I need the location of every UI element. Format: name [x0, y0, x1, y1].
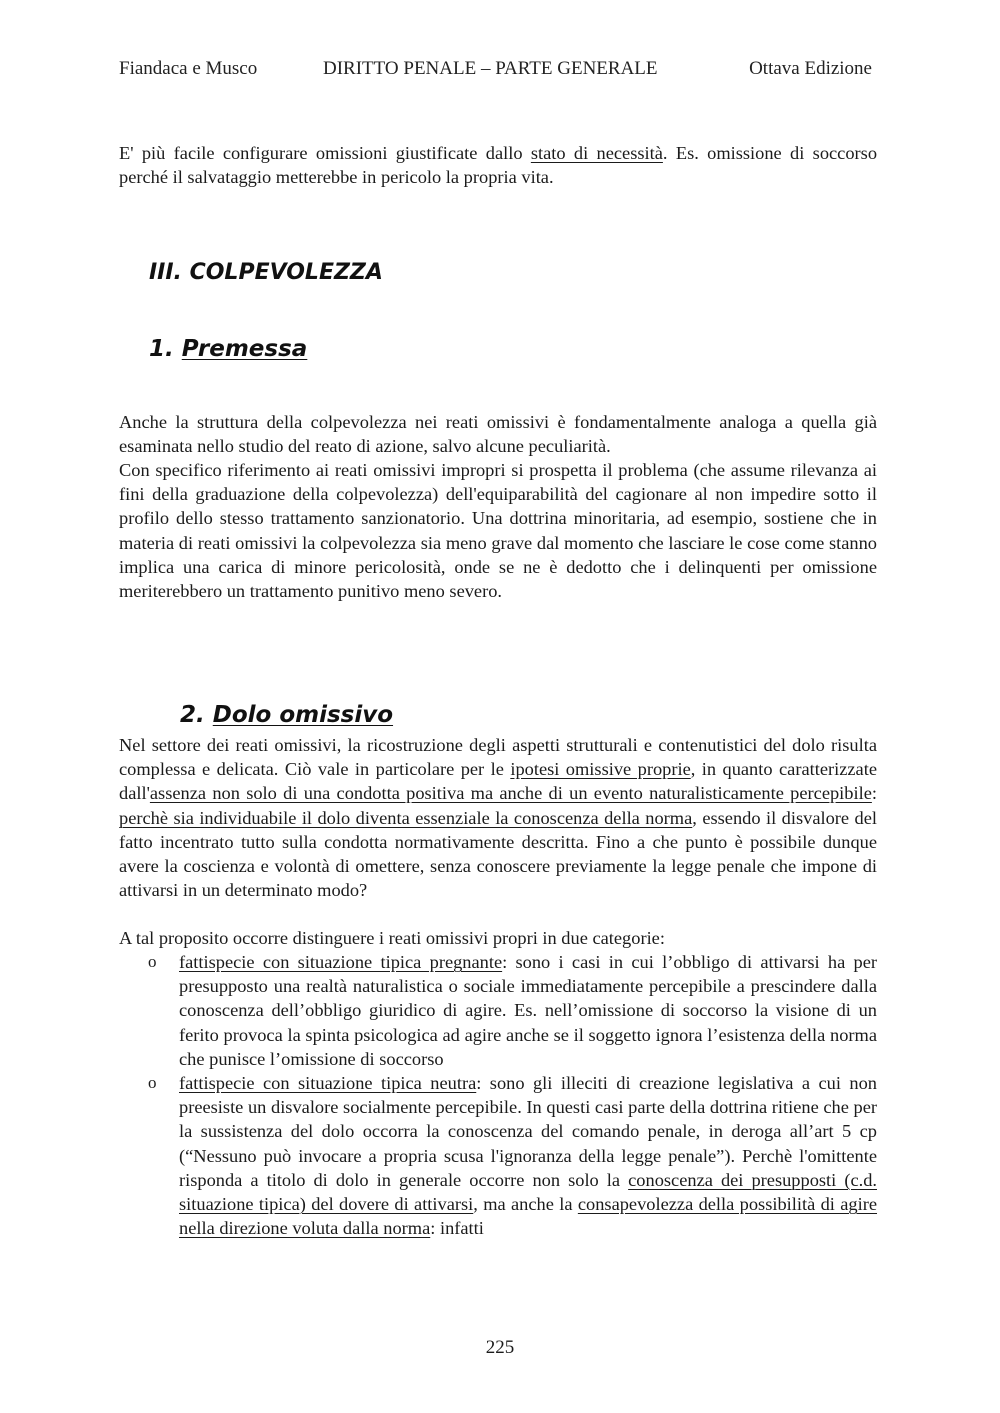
section-title: III. COLPEVOLEZZA	[149, 260, 383, 285]
heading-title: Premessa	[181, 336, 308, 362]
premessa-paragraph-1: Anche la struttura della colpevolezza nei reati omissivi è fondamentalmente analoga a quella già esaminata nello studio del reato di azione, salvo alcune peculiarità.	[119, 412, 877, 457]
underlined-run: perchè sia individuabile il dolo diventa essenziale la conoscenza della norma	[119, 807, 693, 828]
intro-paragraph	[119, 141, 877, 189]
list-item-neutra	[179, 1071, 877, 1240]
text-run: , essendo il disvalore del fatto incentrato tutto sulla condotta normativamente descritta. Fino a che punto è possibile dunque avere la coscienza e volontà di omettere, senza conoscere previamente la legge penale che impone di attivarsi in un determinato modo?	[119, 807, 877, 901]
underlined-run: assenza non solo di una condotta positiva ma anche di un evento naturalisticamente percepibile	[149, 783, 872, 804]
heading-title: Dolo omissivo	[212, 702, 394, 728]
underlined-run: fattispecie con situazione tipica pregnante	[179, 952, 503, 972]
header-book-title: DIRITTO PENALE – PARTE GENERALE	[323, 58, 658, 79]
heading-dolo-omissivo	[180, 702, 393, 728]
text-run: : infatti	[430, 1218, 484, 1239]
premessa-paragraph-2: Con specifico riferimento ai reati omissivi impropri si prospetta il problema (che assume rilevanza ai fini della graduazione della colpevolezza) dell'equiparabilità del cagionare al non impedire sotto il profilo dello stesso trattamento sanzionatorio. Una dottrina minoritaria, ad esempio, sostiene che in materia di reati omissivi la colpevolezza sia meno grave dal momento che lasciare le cose come stanno implica una carica di minore pericolosità, onde se ne è dedotto che i delinquenti per omissione meriterebbero un trattamento punitivo meno severo.	[119, 460, 877, 602]
text-run: :	[871, 783, 877, 804]
header-authors: Fiandaca e Musco	[119, 58, 258, 79]
text-run: : sono gli illeciti di creazione legislativa a cui non preesiste un disvalore socialmente percepibile. In questi casi parte della dottrina ritiene che per la sussistenza del dolo occorra la conoscenza del comando penale, in deroga all’art 5 cp (“Nessuno può invocare a propria scusa l'ignoranza della legge penale”). Perchè l'omittente risponda a titolo di dolo in generale occorre non solo la	[179, 1073, 878, 1190]
page-number: 225	[485, 1337, 515, 1358]
underlined-run: consapevolezza della possibilità di agire nella direzione voluta dalla norma	[179, 1194, 878, 1239]
underlined-run: conoscenza dei presupposti (c.d. situazione tipica) del dovere di attivarsi	[179, 1169, 877, 1215]
bullet-marker: o	[148, 952, 157, 971]
header-edition: Ottava Edizione	[749, 58, 872, 79]
underlined-run: ipotesi omissive proprie	[510, 759, 691, 780]
bullet-marker: o	[148, 1073, 157, 1092]
list-item-pregnante	[179, 950, 877, 1071]
text-run: Nel settore dei reati omissivi, la ricostruzione degli aspetti strutturali e contenutistici del dolo risulta complessa e delicata. Ciò vale in particolare per le	[119, 735, 877, 780]
dolo-paragraph-1	[119, 733, 877, 902]
text-run: , ma anche la	[473, 1194, 578, 1215]
intro-underlined: stato di necessità	[530, 143, 663, 163]
heading-premessa	[149, 336, 307, 362]
intro-text-end: . Es. omissione di soccorso perché il salvataggio metterebbe in pericolo la propria vita.	[119, 143, 878, 188]
underlined-run: fattispecie con situazione tipica neutra	[179, 1073, 477, 1093]
text-run: : sono i casi in cui l’obbligo di attivarsi ha per presupposto una realtà naturalistica o sociale immediatamente percepibile a prescindere dalla conoscenza dell’obbligo giuridico di agire. Es. nell’omissione di soccorso la visione di un ferito provoca la spinta psicologica ad agire anche se il soggetto ignora l’esistenza della norma che punisce l’omissione di soccorso	[179, 952, 877, 1069]
heading-number: 1.	[149, 336, 182, 362]
heading-number: 2.	[180, 702, 213, 728]
intro-text: E' più facile configurare omissioni giustificate dallo	[119, 143, 531, 163]
text-run: , in quanto caratterizzate dall'	[119, 759, 877, 804]
dolo-paragraph-2: A tal proposito occorre distinguere i reati omissivi propri in due categorie:	[119, 928, 665, 948]
